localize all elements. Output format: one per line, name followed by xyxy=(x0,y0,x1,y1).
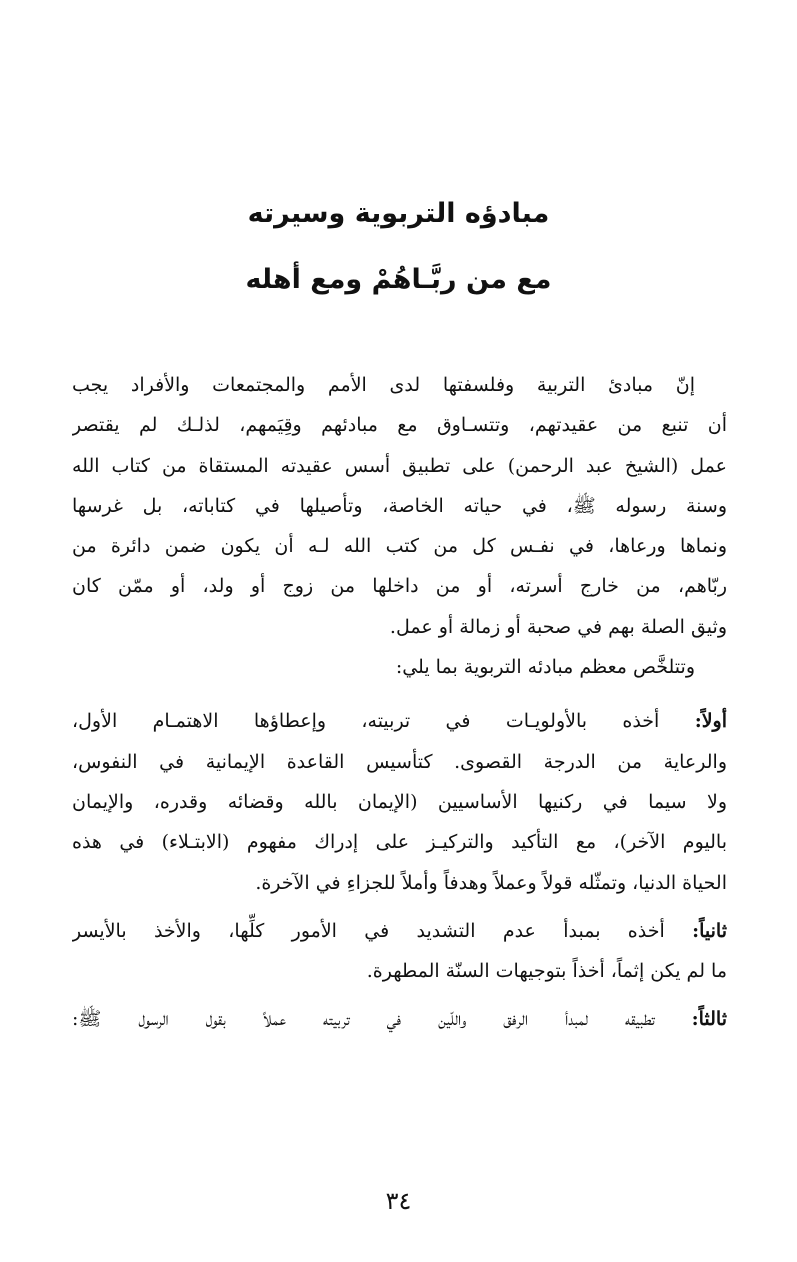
text-line: وثيق الصلة بهم في صحبة أو زمالة أو عمل. xyxy=(389,615,727,638)
text-segment: أخذه بمبدأ عدم التشديد في الأمور كلِّها، والأخذ بالأيسر xyxy=(72,919,693,942)
text-line: أن تنبع من عقيدتهم، وتتسـاوق مع مبادئهم وقِيَمهم، لذلـك لم يقتصر xyxy=(72,414,727,437)
principle-lead: ثالثاً: xyxy=(691,1008,727,1031)
text-line: باليوم الآخر)، مع التأكيد والتركيـز على إدراك مفهوم (الابتـلاء) في هذه xyxy=(72,831,727,854)
text-line: عمل (الشيخ عبد الرحمن) على تطبيق أسس عقيدته المستقاة من كتاب الله xyxy=(72,454,727,477)
principle-lead: أولاً: xyxy=(694,710,727,733)
principle-lead: ثانياً: xyxy=(692,919,727,942)
text-line: ونماها ورعاها، في نفـس كل من كتب الله لـه أن يكون ضمن دائرة من xyxy=(72,535,727,558)
text-line: ما لم يكن إثماً، أخذاً بتوجيهات السنّة المطهرة. xyxy=(366,960,727,983)
intro-paragraph xyxy=(72,365,727,647)
text-line: الحياة الدنيا، وتمثّله قولاً وعملاً وهدفاً وأملاً للجزاءِ في الآخرة. xyxy=(255,871,727,894)
page-number: ٣٤ xyxy=(385,1187,412,1215)
text-line: ربّاهم، من خارج أسرته، أو من داخلها من زوج أو ولد، أو ممّن كان xyxy=(72,575,727,598)
text-line xyxy=(72,911,727,951)
text-segment: أخذه بالأولويـات في تربيته، وإعطاؤها الاهتمـام الأول، xyxy=(72,710,695,733)
chapter-title: مبادؤه التربوية وسيرته xyxy=(247,198,550,229)
text-line xyxy=(72,701,727,741)
body-text xyxy=(72,365,727,1040)
text-line: ولا سيما في ركنيها الأساسيين (الإيمان بالله وقضائه وقدره، والإيمان xyxy=(72,790,727,813)
text-segment: تطبيقه لمبدأ الرفق واللّين في تربيته عملاً بقول الرسول ﷺ: xyxy=(72,1008,692,1031)
principle-first xyxy=(72,701,727,902)
text-line: وتتلخَّص معظم مبادئه التربوية بما يلي: xyxy=(395,656,695,679)
principle-third xyxy=(72,999,727,1039)
text-line: إنّ مبادئ التربية وفلسفتها لدى الأمم والمجتمعات والأفراد يجب xyxy=(72,374,695,396)
text-line xyxy=(72,999,727,1039)
text-line: وسنة رسوله ﷺ، في حياته الخاصة، وتأصيلها في كتاباته، بل غرسها xyxy=(72,494,727,517)
summary-intro-paragraph xyxy=(72,647,727,687)
chapter-subtitle: مع من ربَّـاهُمْ ومع أهله xyxy=(245,264,552,295)
text-line: والرعاية من الدرجة القصوى. كتأسيس القاعدة الإيمانية في النفوس، xyxy=(72,750,727,773)
principle-second xyxy=(72,911,727,992)
